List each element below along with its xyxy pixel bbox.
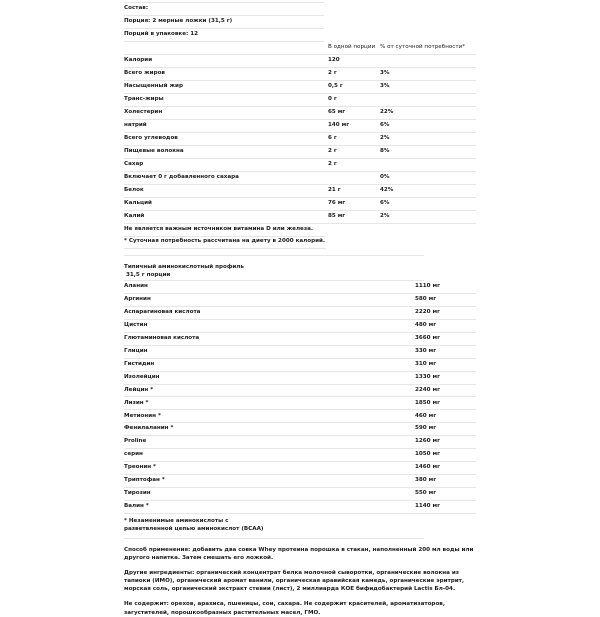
nutrient-amount: 65 мг bbox=[328, 109, 346, 116]
amino-row bbox=[124, 281, 476, 294]
composition-title: Состав: bbox=[124, 3, 324, 16]
nutrition-row bbox=[124, 81, 476, 94]
amino-row bbox=[124, 475, 476, 488]
nutrient-daily-value: 3% bbox=[380, 83, 390, 90]
nutrient-daily-value: 2% bbox=[380, 135, 390, 142]
amino-row bbox=[124, 307, 476, 320]
nutrient-amount: 76 мг bbox=[328, 200, 346, 207]
amino-name: Proline bbox=[124, 438, 147, 445]
amino-name: Глютаминовая кислота bbox=[124, 334, 200, 341]
nutrient-amount: 2 г bbox=[328, 70, 337, 77]
nutrition-row bbox=[124, 55, 476, 68]
nutrient-daily-value: 3% bbox=[380, 70, 390, 77]
bcaa-footnote bbox=[124, 514, 424, 539]
nutrition-row bbox=[124, 211, 476, 224]
amino-value: 1050 мг bbox=[415, 451, 441, 458]
nutrition-row bbox=[124, 185, 476, 198]
nutrient-amount: 2 г bbox=[328, 161, 337, 168]
nutrient-name: Насыщенный жир bbox=[124, 83, 183, 90]
amino-value: 460 мг bbox=[415, 412, 437, 419]
servings-per-pack: Порций в упаковке: 12 bbox=[124, 29, 324, 42]
amino-value: 2220 мг bbox=[415, 309, 441, 316]
amino-value: 2240 мг bbox=[415, 386, 441, 393]
bcaa-footnote-line2: разветвленной цепью аминокислот (BCAA) bbox=[124, 525, 264, 532]
amino-value: 330 мг bbox=[415, 347, 437, 354]
nutrient-name: Включает 0 г добавленного сахара bbox=[124, 174, 239, 181]
amino-name: Метионин * bbox=[124, 412, 161, 419]
nutrient-daily-value: 2% bbox=[380, 213, 390, 220]
nutrition-row bbox=[124, 107, 476, 120]
amino-name: Гистидин bbox=[124, 360, 155, 367]
amino-row bbox=[124, 462, 476, 475]
nutrient-daily-value: 0% bbox=[380, 174, 390, 181]
amino-name: Изолейцин bbox=[124, 373, 160, 380]
nutrient-name: Белок bbox=[124, 187, 144, 194]
nutrient-amount: 140 мг bbox=[328, 122, 350, 129]
amino-row bbox=[124, 488, 476, 501]
nutrient-name: Холестерин bbox=[124, 109, 163, 116]
amino-profile-title bbox=[124, 255, 424, 281]
nutrient-amount: 85 мг bbox=[328, 213, 346, 220]
usage-paragraph: Способ применения: добавить два совка Whey протеина порошка в стакан, наполненный 200 мл воды или другого напитка. Затем смешать его ложкой. bbox=[124, 546, 474, 561]
amino-value: 1110 мг bbox=[415, 283, 441, 290]
header-per-serving: В одной порции bbox=[328, 44, 376, 51]
note-vitamin: Не является важным источником витамина D или железа. bbox=[124, 224, 326, 237]
nutrient-daily-value: 6% bbox=[380, 200, 390, 207]
nutrient-amount: 21 г bbox=[328, 187, 341, 194]
amino-name: Лейцин * bbox=[124, 386, 154, 393]
amino-name: Триптофан * bbox=[124, 477, 165, 484]
amino-value: 380 мг bbox=[415, 477, 437, 484]
amino-value: 580 мг bbox=[415, 296, 437, 303]
amino-name: Глицин bbox=[124, 347, 148, 354]
note-daily-value: * Суточная потребность рассчитана на диету в 2000 калорий. bbox=[124, 237, 326, 250]
amino-row bbox=[124, 333, 476, 346]
amino-row bbox=[124, 410, 476, 423]
amino-name: Аспарагиновая кислота bbox=[124, 309, 201, 316]
amino-name: Аргинин bbox=[124, 296, 151, 303]
amino-title-text: Типичный аминокислотный профиль bbox=[124, 264, 244, 270]
amino-row bbox=[124, 372, 476, 385]
serving-size: Порция: 2 мерные ложки (31,5 г) bbox=[124, 16, 324, 29]
free-from-paragraph: Не содержит: орехов, арахиса, пшеницы, сои, сахара. Не содержит красителей, ароматизаторов, загустителей, порошкообразных растительных масел, ГМО. bbox=[124, 601, 445, 616]
amino-name: Аланин bbox=[124, 283, 148, 290]
product-info bbox=[124, 0, 476, 617]
amino-value: 1260 мг bbox=[415, 438, 441, 445]
amino-value: 1850 мг bbox=[415, 399, 441, 406]
amino-name: Фенилаланин * bbox=[124, 425, 174, 432]
amino-table bbox=[124, 281, 476, 514]
amino-row bbox=[124, 346, 476, 359]
nutrient-name: Транс-жиры bbox=[124, 96, 164, 103]
nutrient-amount: 2 г bbox=[328, 148, 337, 155]
ingredients-paragraph: Другие ингредиенты: органический концентрат белка молочной сыворотки, органические волокна из тапиоки (ИМО), органический аромат ванили, органическая аравийская камедь, органические эритрит, морская соль, органический экстракт стевии (лист), 2 миллиарда КОЕ бифидобактерий Lactis Бл-04. bbox=[124, 570, 465, 593]
nutrition-row bbox=[124, 172, 476, 185]
amino-name: Лизин * bbox=[124, 399, 149, 406]
amino-name: Цистин bbox=[124, 321, 148, 328]
nutrient-name: Калий bbox=[124, 213, 145, 220]
amino-name: Валин * bbox=[124, 503, 149, 510]
amino-value: 590 мг bbox=[415, 425, 437, 432]
amino-value: 1460 мг bbox=[415, 464, 441, 471]
nutrient-name: Пищевые волокна bbox=[124, 148, 184, 155]
nutrient-name: Кальций bbox=[124, 200, 152, 207]
amino-value: 480 мг bbox=[415, 321, 437, 328]
amino-row bbox=[124, 397, 476, 410]
nutrient-daily-value: 6% bbox=[380, 122, 390, 129]
amino-row bbox=[124, 294, 476, 307]
nutrition-row bbox=[124, 94, 476, 107]
nutrition-row bbox=[124, 159, 476, 172]
nutrition-row bbox=[124, 133, 476, 146]
amino-row bbox=[124, 359, 476, 372]
nutrient-amount: 0 г bbox=[328, 96, 337, 103]
amino-value: 3660 мг bbox=[415, 334, 441, 341]
nutrient-name: Сахар bbox=[124, 161, 144, 168]
nutrition-row bbox=[124, 68, 476, 81]
amino-row bbox=[124, 501, 476, 514]
nutrient-name: Всего углеводов bbox=[124, 135, 178, 142]
amino-row bbox=[124, 320, 476, 333]
amino-name: серин bbox=[124, 451, 143, 458]
nutrition-table bbox=[124, 42, 476, 224]
header-daily-value: % от суточной потребности* bbox=[380, 44, 466, 51]
nutrient-amount: 120 bbox=[328, 57, 340, 64]
nutrition-header-row bbox=[124, 42, 476, 55]
amino-name: Треонин * bbox=[124, 464, 156, 471]
nutrition-row bbox=[124, 120, 476, 133]
amino-subtitle: 31,5 г порции bbox=[126, 271, 171, 278]
nutrient-name: Калории bbox=[124, 57, 153, 64]
amino-row bbox=[124, 436, 476, 449]
amino-row bbox=[124, 385, 476, 398]
nutrient-amount: 0,5 г bbox=[328, 83, 343, 90]
amino-value: 550 мг bbox=[415, 490, 437, 497]
amino-value: 1140 мг bbox=[415, 503, 441, 510]
nutrient-name: Всего жиров bbox=[124, 70, 165, 77]
nutrient-daily-value: 22% bbox=[380, 109, 394, 116]
amino-row bbox=[124, 423, 476, 436]
nutrient-amount: 6 г bbox=[328, 135, 337, 142]
nutrient-name: натрий bbox=[124, 122, 147, 129]
amino-name: Тирозин bbox=[124, 490, 151, 497]
bcaa-footnote-line1: * Незаменимые аминокислоты с bbox=[124, 517, 229, 524]
amino-row bbox=[124, 449, 476, 462]
nutrition-row bbox=[124, 146, 476, 159]
nutrition-row bbox=[124, 198, 476, 211]
amino-value: 1330 мг bbox=[415, 373, 441, 380]
amino-value: 310 мг bbox=[415, 360, 437, 367]
nutrient-daily-value: 42% bbox=[380, 187, 394, 194]
nutrient-daily-value: 8% bbox=[380, 148, 390, 155]
